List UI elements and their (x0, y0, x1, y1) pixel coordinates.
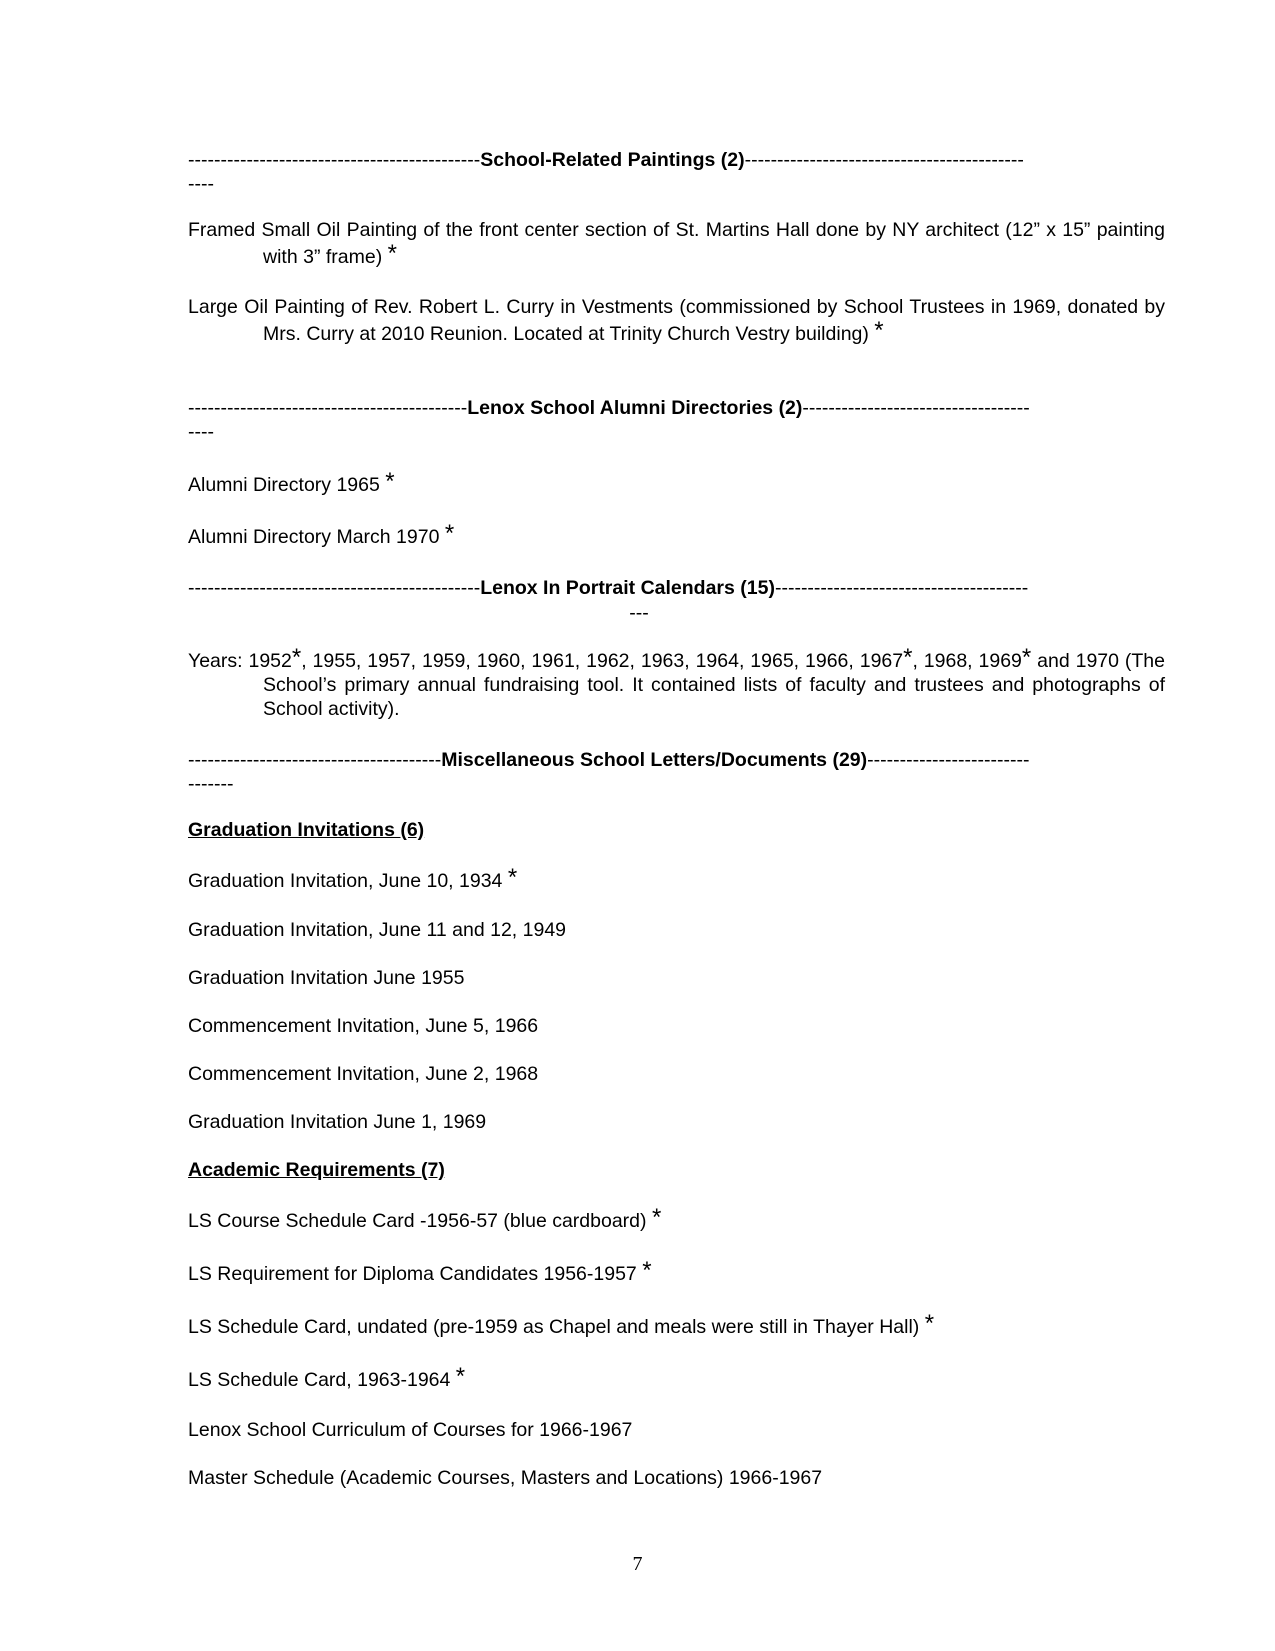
list-item (188, 1206, 1090, 1233)
asterisk-marker: * (507, 864, 518, 891)
list-item: Commencement Invitation, June 2, 1968 (188, 1063, 539, 1085)
item-text: Alumni Directory 1965 (188, 474, 380, 496)
list-item (188, 646, 1165, 721)
section-title-misc: Miscellaneous School Letters/Documents (29) (441, 749, 868, 771)
list-item: Lenox School Curriculum of Courses for 1966-1967 (188, 1419, 633, 1441)
dash-rule-tail: ------- (188, 773, 234, 795)
item-text: LS Schedule Card, undated (pre-1959 as Chapel and meals were still in Thayer Hall) (188, 1316, 920, 1338)
item-text: , 1968, 1969 (912, 650, 1022, 672)
section-title-calendars: Lenox In Portrait Calendars (15) (480, 577, 775, 599)
list-item (188, 866, 1090, 893)
subsection-heading-academic: Academic Requirements (7) (188, 1159, 445, 1181)
dash-rule-tail: --- (629, 602, 649, 624)
dash-rule-tail: ---- (188, 421, 214, 443)
item-text: Alumni Directory March 1970 (188, 526, 440, 548)
asterisk-marker: * (642, 1257, 652, 1284)
asterisk-marker: * (455, 1363, 466, 1390)
asterisk-marker: * (924, 1310, 935, 1337)
dash-rule: ------------------------- (867, 749, 1030, 771)
dash-rule: ------------------------------------------- (744, 149, 1024, 171)
list-item (188, 1365, 1090, 1392)
asterisk-marker: * (387, 240, 397, 267)
page-number: 7 (632, 1553, 643, 1575)
item-text: Framed Small Oil Painting of the front center section of St. Martins Hall done by NY architect (12” x 15” painting with 3” frame) (188, 219, 1165, 268)
item-text: and 1970 (The School’s primary annual fundraising tool. It contained lists of faculty and trustees and photographs of School activity). (263, 650, 1166, 720)
dash-rule: ----------------------------------- (802, 397, 1030, 419)
section-title-paintings: School-Related Paintings (2) (480, 149, 745, 171)
asterisk-marker: * (444, 520, 455, 547)
list-item (188, 218, 1165, 269)
dash-rule: --------------------------------------- (188, 749, 442, 771)
list-item (188, 470, 1090, 497)
item-text: LS Course Schedule Card -1956-57 (blue cardboard) (188, 1210, 647, 1232)
list-item: Commencement Invitation, June 5, 1966 (188, 1015, 539, 1037)
section-divider-paintings (188, 148, 1090, 172)
dash-rule: --------------------------------------------- (188, 577, 481, 599)
dash-rule: ------------------------------------------- (188, 397, 468, 419)
list-item (188, 295, 1165, 346)
item-text: , 1955, 1957, 1959, 1960, 1961, 1962, 1963, 1964, 1965, 1966, 1967 (301, 650, 904, 672)
item-text: Years: 1952 (188, 650, 292, 672)
item-text: Graduation Invitation, June 10, 1934 (188, 870, 503, 892)
list-item: Graduation Invitation, June 11 and 12, 1949 (188, 919, 567, 941)
asterisk-marker: * (874, 317, 884, 344)
item-text: LS Schedule Card, 1963-1964 (188, 1369, 451, 1391)
section-title-directories: Lenox School Alumni Directories (2) (467, 397, 803, 419)
asterisk-marker: * (903, 644, 913, 671)
list-item (188, 522, 1090, 549)
item-text: Large Oil Painting of Rev. Robert L. Curry in Vestments (commissioned by School Trustees in 1969, donated by Mrs. Curry at 2010 Reunion. Located at Trinity Church Vestry building) (188, 296, 1165, 345)
section-divider-misc (188, 748, 1090, 772)
item-text: LS Requirement for Diploma Candidates 1956-1957 (188, 1263, 637, 1285)
asterisk-marker: * (1021, 644, 1032, 671)
list-item (188, 1259, 1090, 1286)
dash-rule: --------------------------------------- (774, 577, 1029, 599)
asterisk-marker: * (291, 644, 302, 671)
asterisk-marker: * (385, 468, 395, 495)
subsection-heading-graduation: Graduation Invitations (6) (188, 819, 425, 841)
asterisk-marker: * (651, 1204, 662, 1231)
list-item (188, 1312, 1090, 1339)
section-divider-directories (188, 396, 1090, 420)
list-item: Master Schedule (Academic Courses, Masters and Locations) 1966-1967 (188, 1467, 823, 1489)
dash-rule-tail: ---- (188, 173, 214, 195)
section-divider-calendars (188, 576, 1090, 600)
dash-rule: --------------------------------------------- (188, 149, 481, 171)
list-item: Graduation Invitation June 1955 (188, 967, 465, 989)
list-item: Graduation Invitation June 1, 1969 (188, 1111, 487, 1133)
